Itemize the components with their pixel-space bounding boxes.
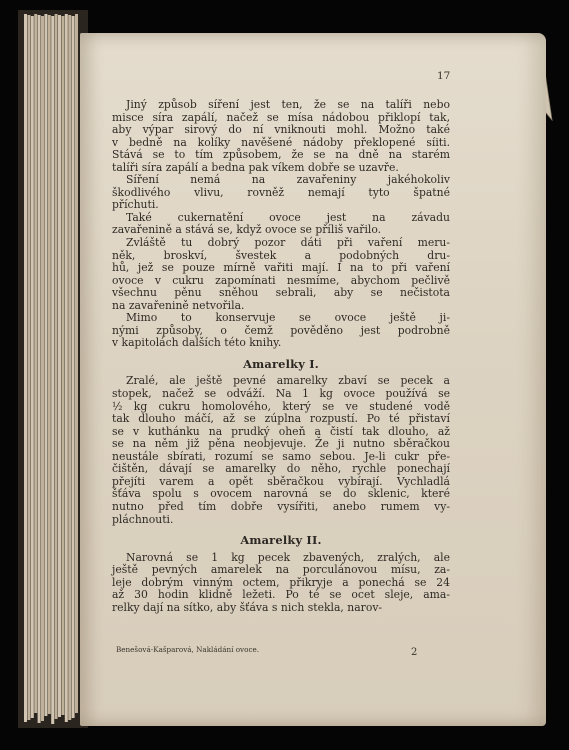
text-line: talíři síra zapálí a bedna pak víkem dobře se uzavře. (112, 160, 399, 174)
text-line: Stává se to tím způsobem, že se na dně na starém (112, 148, 450, 162)
page-edge-strip (38, 15, 41, 723)
page-edge-strip (58, 15, 61, 717)
section-title-amarelky-1: Amarelky I. (243, 356, 319, 371)
text-line: nými způsoby, o čemž pověděno jest podrobně (112, 323, 450, 337)
intro-paragraphs (112, 99, 450, 350)
paragraph (112, 174, 450, 212)
paragraph (112, 99, 450, 174)
text-line: Narovná se 1 kg pecek zbavených, zralých, ale (126, 550, 450, 564)
text-line: Zralé, ale ještě pevné amarelky zbaví se pecek a (126, 374, 450, 388)
text-line: se v kuthánku na prudký oheň a čistí tak dlouho, až (112, 424, 450, 438)
text-line: neustále sbírati, rozumí se samo sebou. Je-li cukr pře- (112, 449, 450, 463)
text-line: Síření nemá na zavařeniny jakéhokoliv (126, 173, 450, 187)
page-edge-strip (44, 14, 47, 716)
section-body-amarelky-2 (112, 552, 450, 615)
text-line: zavařenině a stává se, když ovoce se příliš vařilo. (112, 223, 382, 237)
text-line: v bedně na kolíky navěšené nádoby překlopené síiti. (112, 135, 450, 149)
page-text (112, 99, 450, 614)
section-title-amarelky-2: Amarelky II. (240, 533, 322, 548)
text-line: ovoce v cukru zapomínati nesmíme, abychom pečlivě (112, 273, 450, 287)
page-edge-strip (65, 14, 68, 722)
text-line: ½ kg cukru homolového, který se ve studené vodě (112, 399, 450, 413)
page-edge-strip (68, 15, 71, 720)
text-line: misce síra zapálí, načež se mísa nádobou přiklopí tak, (112, 110, 450, 124)
page-edge-strip (61, 16, 64, 715)
text-line: v kapitolách dalších této knihy. (112, 336, 282, 350)
paragraph (112, 212, 450, 237)
text-line: něk, broskví, švestek a podobných dru- (112, 248, 450, 262)
text-line: na zavařenině netvořila. (112, 298, 245, 312)
page-number: 17 (437, 70, 451, 82)
text-line: Jiný způsob síření jest ten, že se na talíři nebo (126, 98, 450, 111)
paragraph (112, 312, 450, 350)
text-line: tak dlouho máčí, až se zúplna rozpustí. Po té přistaví (112, 412, 450, 426)
page-edge-strip (27, 15, 30, 720)
page-edge-strip (72, 16, 75, 718)
section-body-amarelky-1 (112, 375, 450, 526)
text-line: všechnu pěnu sněhou sebrali, aby se nečistota (112, 286, 450, 300)
page-edge-strip (51, 16, 54, 724)
text-line: stopek, načež se odváží. Na 1 kg ovoce používá se (112, 387, 450, 401)
text-line: čištěn, dávají se amarelky do něho, rychle ponechají (112, 462, 450, 476)
text-line: hů, jež se pouze mírně vařiti mají. I na to při vaření (112, 261, 450, 275)
text-line: až 30 hodin klidně ležeti. Po té se ocet sleje, ama- (112, 588, 450, 602)
footer-imprint: Benešová-Kašparová, Nakládání ovoce. (116, 645, 260, 654)
text-line: nutno před tím dobře vysířiti, anebo rumem vy- (112, 499, 450, 513)
signature-mark: 2 (411, 647, 418, 658)
text-line: Mimo to konservuje se ovoce ještě ji- (126, 311, 450, 325)
page-edge-strip (75, 14, 78, 713)
page-edge-strip (24, 14, 27, 722)
text-line: relky dají na sítko, aby šťáva s nich stekla, narov- (112, 600, 383, 614)
page-edge-strip (55, 14, 58, 719)
text-line: se na něm již pěna neobjevuje. Že ji nutno sběračkou (112, 437, 450, 451)
text-line: pláchnouti. (112, 512, 174, 526)
paragraph (112, 237, 450, 312)
text-line: ještě pevných amarelek na porculánovou mísu, za- (112, 563, 450, 577)
text-line: šťáva spolu s ovocem narovná se do sklenic, které (112, 487, 450, 501)
text-line: přejíti varem a opět sběračkou vybírají. Vychladlá (112, 474, 450, 488)
text-line: Také cukernatění ovoce jest na závadu (126, 210, 450, 224)
text-line: aby výpar sirový do ní vniknouti mohl. Možno také (112, 123, 450, 137)
text-line: škodlivého vlivu, rovněž nemají tyto špatné (112, 185, 450, 199)
text-line: Zvláště tu dobrý pozor dáti při vaření meru- (126, 236, 450, 250)
page-edge-strip (34, 14, 37, 713)
text-line: příchuti. (112, 198, 159, 212)
page-edge-strip (41, 16, 44, 721)
page-edge-strip (48, 15, 51, 714)
page-edge-strip (31, 16, 34, 718)
text-line: leje dobrým vinným octem, přikryje a ponechá se 24 (112, 575, 450, 589)
